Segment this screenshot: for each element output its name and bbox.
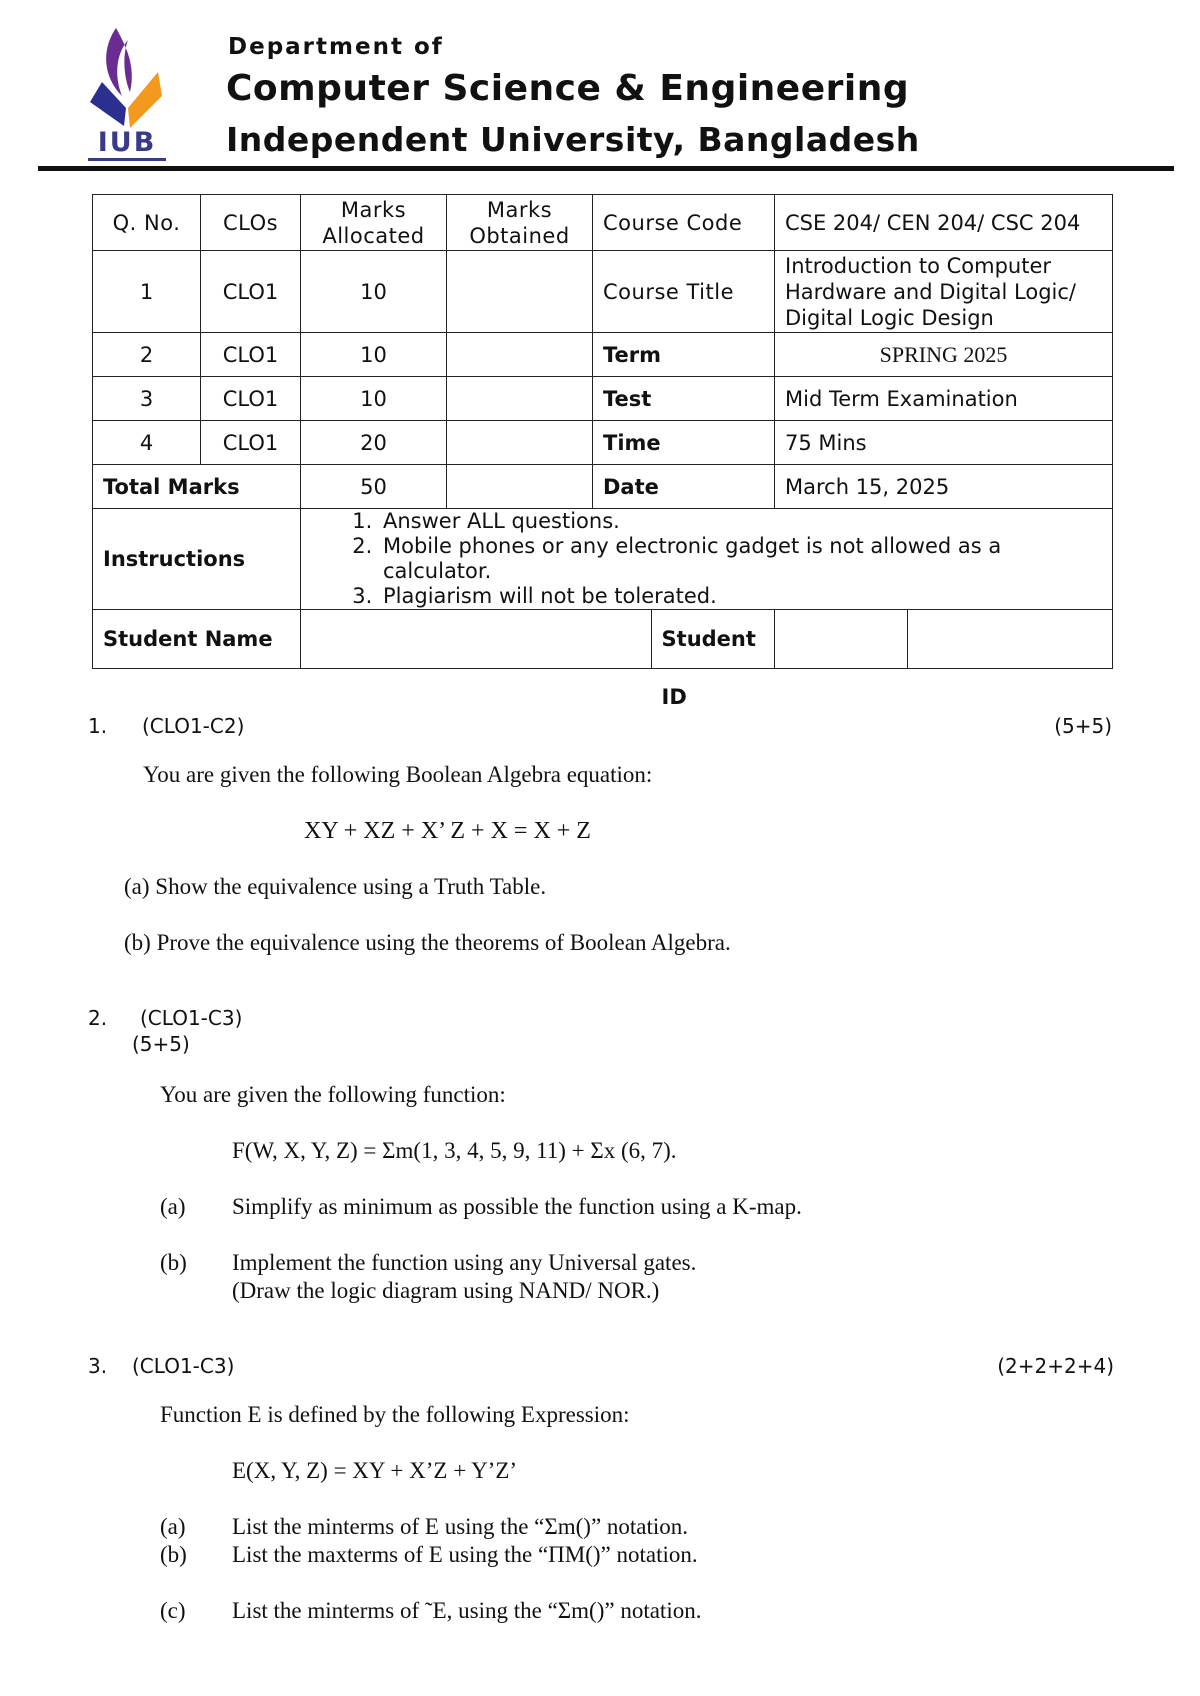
student-name-field[interactable]	[301, 610, 652, 668]
q1-equation: XY + XZ + X’ Z + X = X + Z	[304, 818, 591, 844]
q1-marks: (5+5)	[1054, 714, 1112, 738]
row-qno: 3	[93, 377, 201, 421]
row-marks: 20	[301, 421, 447, 465]
instructions-cell	[301, 509, 1113, 610]
course-code-label: Course Code	[593, 195, 775, 251]
total-marks-value: 50	[301, 465, 447, 509]
test-value: Mid Term Examination	[775, 377, 1113, 421]
row-obtained[interactable]	[447, 333, 593, 377]
q3-part-b-text: List the maxterms of E using the “ΠM()” notation.	[232, 1542, 698, 1567]
q3-intro: Function E is defined by the following Expression:	[160, 1402, 630, 1427]
q3-part-a-label: (a)	[160, 1514, 186, 1539]
q3-part-b-label: (b)	[160, 1542, 187, 1567]
q2-marks: (5+5)	[132, 1032, 190, 1056]
row-clo: CLO1	[201, 251, 301, 333]
logo-text: IUB	[88, 128, 166, 161]
student-id-label: Student ID	[661, 627, 756, 709]
q3-equation: E(X, Y, Z) = XY + X’Z + Y’Z’	[232, 1458, 518, 1483]
term-label: Term	[593, 333, 775, 377]
student-name-label: Student Name	[93, 610, 301, 669]
row-obtained[interactable]	[447, 377, 593, 421]
q2-intro: You are given the following function:	[160, 1082, 506, 1107]
q3-part-c-text: List the minterms of ˜E, using the “Σm()” notation.	[232, 1598, 702, 1623]
q1-intro: You are given the following Boolean Algebra equation:	[143, 762, 653, 787]
total-marks-label: Total Marks	[93, 465, 301, 509]
instruction-item: 3. Plagiarism will not be tolerated.	[379, 584, 1102, 609]
row-qno: 1	[93, 251, 201, 333]
department-of-label: Department of	[228, 34, 444, 60]
exam-info-table	[92, 194, 1113, 709]
student-name-cell[interactable]	[301, 610, 775, 709]
marks-obtained-header: Marks Obtained	[447, 195, 593, 251]
total-row	[93, 465, 1113, 509]
total-obtained[interactable]	[447, 465, 593, 509]
row-obtained[interactable]	[447, 421, 593, 465]
q1-number: 1.	[88, 714, 108, 738]
marks-allocated-header: Marks Allocated	[301, 195, 447, 251]
row-qno: 2	[93, 333, 201, 377]
student-id-cell[interactable]	[775, 610, 1113, 669]
clos-header: CLOs	[201, 195, 301, 251]
table-row	[93, 421, 1113, 465]
row-marks: 10	[301, 377, 447, 421]
course-title-value: Introduction to Computer Hardware and Digital Logic/ Digital Logic Design	[775, 251, 1113, 333]
q3-part-c-label: (c)	[160, 1598, 186, 1623]
q3-number: 3.	[88, 1354, 108, 1378]
row-clo: CLO1	[201, 421, 301, 465]
q2-part-b-note: (Draw the logic diagram using NAND/ NOR.)	[232, 1278, 660, 1303]
row-qno: 4	[93, 421, 201, 465]
instructions-label: Instructions	[93, 509, 301, 610]
time-label: Time	[593, 421, 775, 465]
row-clo: CLO1	[201, 333, 301, 377]
row-marks: 10	[301, 333, 447, 377]
date-label: Date	[593, 465, 775, 509]
instruction-item: 2. Mobile phones or any electronic gadget is not allowed as a calculator.	[379, 534, 1102, 584]
row-obtained[interactable]	[447, 251, 593, 333]
term-value: SPRING 2025	[775, 333, 1113, 377]
q3-clo: (CLO1-C3)	[132, 1354, 235, 1378]
iub-logo	[88, 26, 168, 168]
date-value: March 15, 2025	[775, 465, 1113, 509]
instruction-item: 1. Answer ALL questions.	[379, 509, 1102, 534]
row-clo: CLO1	[201, 377, 301, 421]
university-name: Independent University, Bangladesh	[226, 120, 920, 159]
table-header-row	[93, 195, 1113, 251]
q2-clo: (CLO1-C3)	[140, 1006, 243, 1030]
course-code-value: CSE 204/ CEN 204/ CSC 204	[775, 195, 1113, 251]
q1-part-a: (a) Show the equivalence using a Truth Table.	[124, 874, 547, 899]
qno-header: Q. No.	[93, 195, 201, 251]
instructions-list	[311, 509, 1102, 609]
q1-clo: (CLO1-C2)	[142, 714, 245, 738]
q2-equation: F(W, X, Y, Z) = Σm(1, 3, 4, 5, 9, 11) + Σx (6, 7).	[232, 1138, 677, 1163]
q3-part-a-text: List the minterms of E using the “Σm()” notation.	[232, 1514, 689, 1539]
table-row	[93, 377, 1113, 421]
q2-part-a-text: Simplify as minimum as possible the function using a K-map.	[232, 1194, 802, 1219]
q2-number: 2.	[88, 1006, 108, 1030]
instructions-row	[93, 509, 1113, 610]
q2-part-b-text: Implement the function using any Universal gates.	[232, 1250, 697, 1275]
table-row	[93, 333, 1113, 377]
test-label: Test	[593, 377, 775, 421]
course-title-label: Course Title	[593, 251, 775, 333]
student-id-field[interactable]	[907, 610, 1112, 668]
q2-part-a-label: (a)	[160, 1194, 186, 1219]
q2-part-b-label: (b)	[160, 1250, 187, 1275]
department-name: Computer Science & Engineering	[226, 68, 910, 109]
q1-part-b: (b) Prove the equivalence using the theorems of Boolean Algebra.	[124, 930, 731, 955]
table-row	[93, 251, 1113, 333]
q3-marks: (2+2+2+4)	[997, 1354, 1114, 1378]
student-row	[93, 610, 1113, 669]
time-value: 75 Mins	[775, 421, 1113, 465]
row-marks: 10	[301, 251, 447, 333]
header-divider	[38, 166, 1174, 171]
